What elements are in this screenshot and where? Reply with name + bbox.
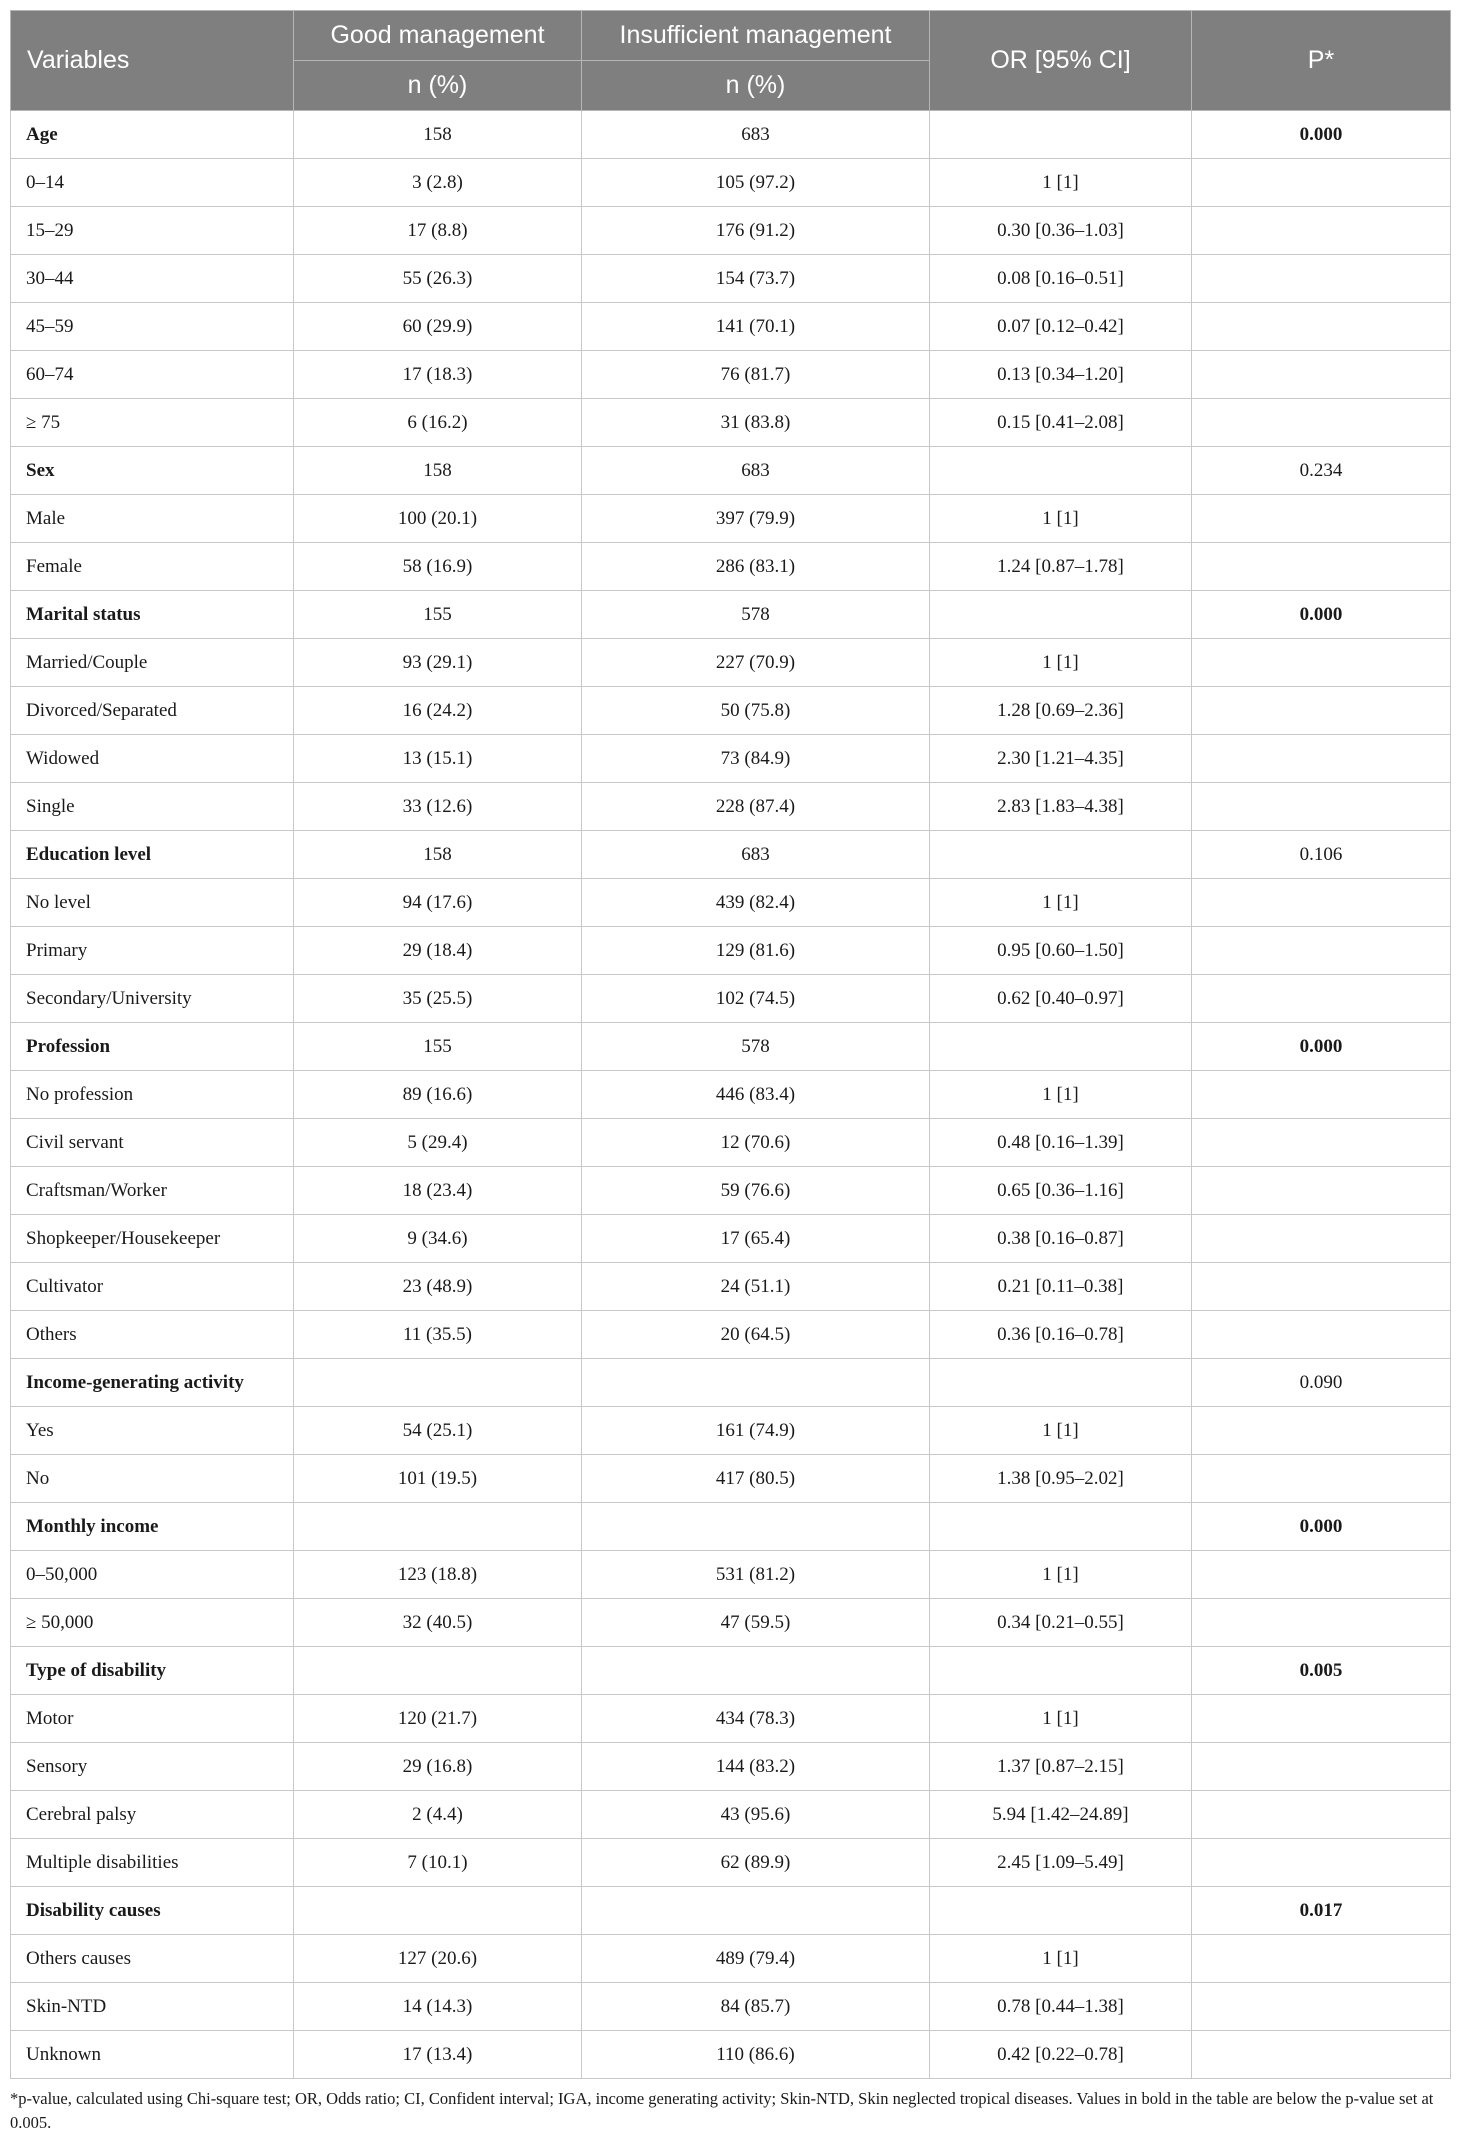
cell-odds-ratio: 0.15 [0.41–2.08] (930, 399, 1192, 447)
cell-insufficient-management: 228 (87.4) (582, 783, 930, 831)
cell-odds-ratio (930, 1023, 1192, 1071)
cell-good-management: 155 (294, 1023, 582, 1071)
table-row (11, 879, 1451, 927)
table-group-row (11, 1503, 1451, 1551)
cell-odds-ratio: 1 [1] (930, 639, 1192, 687)
cell-odds-ratio: 1.38 [0.95–2.02] (930, 1455, 1192, 1503)
cell-good-management: 127 (20.6) (294, 1935, 582, 1983)
cell-good-management (294, 1359, 582, 1407)
table-row (11, 303, 1451, 351)
table-group-row (11, 591, 1451, 639)
row-label: Sex (11, 447, 294, 495)
table-row (11, 1695, 1451, 1743)
cell-insufficient-management: 31 (83.8) (582, 399, 930, 447)
cell-good-management: 29 (16.8) (294, 1743, 582, 1791)
cell-insufficient-management: 227 (70.9) (582, 639, 930, 687)
cell-odds-ratio: 0.65 [0.36–1.16] (930, 1167, 1192, 1215)
row-label: Single (11, 783, 294, 831)
table-row (11, 1119, 1451, 1167)
table-row (11, 783, 1451, 831)
row-label: Male (11, 495, 294, 543)
cell-insufficient-management: 20 (64.5) (582, 1311, 930, 1359)
cell-p-value: 0.000 (1192, 591, 1451, 639)
cell-good-management: 16 (24.2) (294, 687, 582, 735)
table-row (11, 399, 1451, 447)
row-label: 15–29 (11, 207, 294, 255)
cell-good-management: 29 (18.4) (294, 927, 582, 975)
cell-insufficient-management: 24 (51.1) (582, 1263, 930, 1311)
cell-odds-ratio (930, 1887, 1192, 1935)
table-row (11, 1167, 1451, 1215)
cell-p-value: 0.000 (1192, 1503, 1451, 1551)
table-row (11, 1983, 1451, 2031)
cell-insufficient-management: 12 (70.6) (582, 1119, 930, 1167)
row-label: Monthly income (11, 1503, 294, 1551)
row-label: 0–14 (11, 159, 294, 207)
row-label: No level (11, 879, 294, 927)
table-row (11, 159, 1451, 207)
cell-odds-ratio: 0.38 [0.16–0.87] (930, 1215, 1192, 1263)
cell-odds-ratio: 1.24 [0.87–1.78] (930, 543, 1192, 591)
cell-p-value (1192, 303, 1451, 351)
cell-odds-ratio: 0.30 [0.36–1.03] (930, 207, 1192, 255)
cell-insufficient-management (582, 1647, 930, 1695)
row-label: Income-generating activity (11, 1359, 294, 1407)
cell-odds-ratio (930, 1359, 1192, 1407)
table-row (11, 735, 1451, 783)
cell-p-value (1192, 1071, 1451, 1119)
cell-good-management: 17 (13.4) (294, 2031, 582, 2079)
cell-odds-ratio: 0.42 [0.22–0.78] (930, 2031, 1192, 2079)
cell-good-management (294, 1647, 582, 1695)
cell-odds-ratio: 0.34 [0.21–0.55] (930, 1599, 1192, 1647)
row-label: Cerebral palsy (11, 1791, 294, 1839)
table-row (11, 1455, 1451, 1503)
table-row (11, 1791, 1451, 1839)
cell-insufficient-management: 683 (582, 831, 930, 879)
cell-good-management: 32 (40.5) (294, 1599, 582, 1647)
cell-p-value (1192, 1167, 1451, 1215)
cell-p-value: 0.000 (1192, 111, 1451, 159)
cell-good-management: 155 (294, 591, 582, 639)
cell-odds-ratio: 1 [1] (930, 1935, 1192, 1983)
cell-insufficient-management: 578 (582, 591, 930, 639)
cell-good-management: 13 (15.1) (294, 735, 582, 783)
cell-odds-ratio (930, 1647, 1192, 1695)
cell-odds-ratio: 1.37 [0.87–2.15] (930, 1743, 1192, 1791)
cell-good-management: 158 (294, 447, 582, 495)
table-row (11, 1263, 1451, 1311)
table-header (11, 11, 1451, 111)
cell-p-value: 0.000 (1192, 1023, 1451, 1071)
row-label: Primary (11, 927, 294, 975)
cell-p-value: 0.106 (1192, 831, 1451, 879)
cell-insufficient-management: 489 (79.4) (582, 1935, 930, 1983)
table-group-row (11, 447, 1451, 495)
cell-p-value (1192, 1215, 1451, 1263)
cell-good-management: 6 (16.2) (294, 399, 582, 447)
table-group-row (11, 1887, 1451, 1935)
row-label: No (11, 1455, 294, 1503)
row-label: Craftsman/Worker (11, 1167, 294, 1215)
table-row (11, 543, 1451, 591)
cell-odds-ratio: 0.13 [0.34–1.20] (930, 351, 1192, 399)
cell-insufficient-management: 683 (582, 111, 930, 159)
cell-p-value (1192, 2031, 1451, 2079)
row-label: Female (11, 543, 294, 591)
cell-insufficient-management: 434 (78.3) (582, 1695, 930, 1743)
cell-insufficient-management: 531 (81.2) (582, 1551, 930, 1599)
cell-odds-ratio: 0.36 [0.16–0.78] (930, 1311, 1192, 1359)
table-row (11, 207, 1451, 255)
row-label: Cultivator (11, 1263, 294, 1311)
cell-p-value (1192, 1599, 1451, 1647)
row-label: 0–50,000 (11, 1551, 294, 1599)
cell-odds-ratio: 2.30 [1.21–4.35] (930, 735, 1192, 783)
table-row (11, 2031, 1451, 2079)
cell-insufficient-management: 62 (89.9) (582, 1839, 930, 1887)
cell-p-value (1192, 1695, 1451, 1743)
table-group-row (11, 1647, 1451, 1695)
cell-good-management: 18 (23.4) (294, 1167, 582, 1215)
table-row (11, 639, 1451, 687)
cell-insufficient-management: 105 (97.2) (582, 159, 930, 207)
cell-p-value (1192, 207, 1451, 255)
cell-good-management (294, 1503, 582, 1551)
cell-p-value (1192, 543, 1451, 591)
cell-insufficient-management: 129 (81.6) (582, 927, 930, 975)
cell-p-value (1192, 1263, 1451, 1311)
cell-odds-ratio (930, 591, 1192, 639)
table-group-row (11, 831, 1451, 879)
row-label: Unknown (11, 2031, 294, 2079)
cell-odds-ratio (930, 1503, 1192, 1551)
row-label: 60–74 (11, 351, 294, 399)
cell-p-value (1192, 1935, 1451, 1983)
cell-good-management: 89 (16.6) (294, 1071, 582, 1119)
cell-insufficient-management: 439 (82.4) (582, 879, 930, 927)
row-label: ≥ 50,000 (11, 1599, 294, 1647)
cell-odds-ratio: 2.83 [1.83–4.38] (930, 783, 1192, 831)
cell-good-management: 101 (19.5) (294, 1455, 582, 1503)
cell-p-value (1192, 495, 1451, 543)
cell-p-value: 0.017 (1192, 1887, 1451, 1935)
cell-insufficient-management: 17 (65.4) (582, 1215, 930, 1263)
table-row (11, 927, 1451, 975)
cell-p-value: 0.090 (1192, 1359, 1451, 1407)
row-label: Shopkeeper/Housekeeper (11, 1215, 294, 1263)
cell-p-value (1192, 975, 1451, 1023)
header-odds-ratio: OR [95% CI] (930, 11, 1192, 111)
cell-odds-ratio: 0.08 [0.16–0.51] (930, 255, 1192, 303)
cell-good-management: 100 (20.1) (294, 495, 582, 543)
header-insufficient-management: Insufficient management (582, 11, 930, 61)
row-label: 45–59 (11, 303, 294, 351)
table-row (11, 255, 1451, 303)
row-label: Widowed (11, 735, 294, 783)
cell-p-value (1192, 351, 1451, 399)
cell-odds-ratio: 1 [1] (930, 1071, 1192, 1119)
row-label: Sensory (11, 1743, 294, 1791)
cell-insufficient-management: 446 (83.4) (582, 1071, 930, 1119)
cell-odds-ratio (930, 831, 1192, 879)
row-label: Others causes (11, 1935, 294, 1983)
table-row (11, 1071, 1451, 1119)
cell-p-value (1192, 783, 1451, 831)
cell-odds-ratio: 1 [1] (930, 495, 1192, 543)
cell-insufficient-management: 47 (59.5) (582, 1599, 930, 1647)
table-row (11, 495, 1451, 543)
cell-insufficient-management (582, 1503, 930, 1551)
row-label: Age (11, 111, 294, 159)
table-row (11, 1551, 1451, 1599)
table-row (11, 975, 1451, 1023)
cell-insufficient-management: 76 (81.7) (582, 351, 930, 399)
cell-insufficient-management: 110 (86.6) (582, 2031, 930, 2079)
cell-good-management: 55 (26.3) (294, 255, 582, 303)
cell-insufficient-management: 417 (80.5) (582, 1455, 930, 1503)
row-label: Secondary/University (11, 975, 294, 1023)
cell-p-value: 0.234 (1192, 447, 1451, 495)
row-label: Divorced/Separated (11, 687, 294, 735)
cell-good-management: 2 (4.4) (294, 1791, 582, 1839)
row-label: Yes (11, 1407, 294, 1455)
cell-p-value (1192, 687, 1451, 735)
row-label: 30–44 (11, 255, 294, 303)
row-label: Skin-NTD (11, 1983, 294, 2031)
cell-good-management (294, 1887, 582, 1935)
table-row (11, 1839, 1451, 1887)
cell-good-management: 60 (29.9) (294, 303, 582, 351)
row-label: Civil servant (11, 1119, 294, 1167)
cell-insufficient-management: 144 (83.2) (582, 1743, 930, 1791)
cell-p-value (1192, 735, 1451, 783)
cell-good-management: 17 (18.3) (294, 351, 582, 399)
cell-insufficient-management: 141 (70.1) (582, 303, 930, 351)
table-group-row (11, 1359, 1451, 1407)
table-row (11, 351, 1451, 399)
cell-insufficient-management: 73 (84.9) (582, 735, 930, 783)
cell-odds-ratio: 0.78 [0.44–1.38] (930, 1983, 1192, 2031)
cell-p-value: 0.005 (1192, 1647, 1451, 1695)
cell-insufficient-management: 286 (83.1) (582, 543, 930, 591)
table-row (11, 1743, 1451, 1791)
row-label: Profession (11, 1023, 294, 1071)
row-label: Disability causes (11, 1887, 294, 1935)
cell-odds-ratio: 0.21 [0.11–0.38] (930, 1263, 1192, 1311)
cell-odds-ratio: 1 [1] (930, 1551, 1192, 1599)
table-group-row (11, 111, 1451, 159)
cell-odds-ratio (930, 111, 1192, 159)
header-insufficient-n-percent: n (%) (582, 61, 930, 111)
cell-insufficient-management (582, 1359, 930, 1407)
header-good-management: Good management (294, 11, 582, 61)
cell-odds-ratio: 1 [1] (930, 1695, 1192, 1743)
table-footnote: *p-value, calculated using Chi-square test; OR, Odds ratio; CI, Confident interval; IGA, income generating activity; Skin-NTD, Skin neglected tropical diseases. Values in bold in the table are below the p-value set at 0.005. (10, 2089, 1434, 2132)
cell-insufficient-management: 683 (582, 447, 930, 495)
cell-insufficient-management: 154 (73.7) (582, 255, 930, 303)
cell-p-value (1192, 639, 1451, 687)
cell-odds-ratio: 1 [1] (930, 159, 1192, 207)
header-p-value: P* (1192, 11, 1451, 111)
cell-good-management: 3 (2.8) (294, 159, 582, 207)
cell-p-value (1192, 1311, 1451, 1359)
cell-good-management: 5 (29.4) (294, 1119, 582, 1167)
cell-good-management: 23 (48.9) (294, 1263, 582, 1311)
table-group-row (11, 1023, 1451, 1071)
cell-good-management: 94 (17.6) (294, 879, 582, 927)
cell-p-value (1192, 1983, 1451, 2031)
row-label: Education level (11, 831, 294, 879)
row-label: ≥ 75 (11, 399, 294, 447)
cell-p-value (1192, 1743, 1451, 1791)
cell-odds-ratio: 2.45 [1.09–5.49] (930, 1839, 1192, 1887)
row-label: Motor (11, 1695, 294, 1743)
cell-good-management: 17 (8.8) (294, 207, 582, 255)
cell-p-value (1192, 255, 1451, 303)
cell-good-management: 158 (294, 831, 582, 879)
cell-insufficient-management: 59 (76.6) (582, 1167, 930, 1215)
cell-good-management: 58 (16.9) (294, 543, 582, 591)
cell-p-value (1192, 399, 1451, 447)
cell-insufficient-management: 50 (75.8) (582, 687, 930, 735)
table-body (11, 111, 1451, 2079)
cell-good-management: 54 (25.1) (294, 1407, 582, 1455)
cell-good-management: 93 (29.1) (294, 639, 582, 687)
cell-good-management: 9 (34.6) (294, 1215, 582, 1263)
cell-p-value (1192, 1551, 1451, 1599)
cell-odds-ratio: 0.95 [0.60–1.50] (930, 927, 1192, 975)
cell-good-management: 123 (18.8) (294, 1551, 582, 1599)
cell-p-value (1192, 159, 1451, 207)
cell-insufficient-management: 161 (74.9) (582, 1407, 930, 1455)
row-label: No profession (11, 1071, 294, 1119)
cell-p-value (1192, 1791, 1451, 1839)
row-label: Type of disability (11, 1647, 294, 1695)
row-label: Marital status (11, 591, 294, 639)
table-row (11, 1935, 1451, 1983)
cell-p-value (1192, 927, 1451, 975)
cell-odds-ratio: 0.07 [0.12–0.42] (930, 303, 1192, 351)
cell-good-management: 158 (294, 111, 582, 159)
cell-p-value (1192, 1839, 1451, 1887)
cell-insufficient-management: 176 (91.2) (582, 207, 930, 255)
cell-insufficient-management: 397 (79.9) (582, 495, 930, 543)
table-row (11, 1599, 1451, 1647)
cell-good-management: 14 (14.3) (294, 1983, 582, 2031)
cell-good-management: 11 (35.5) (294, 1311, 582, 1359)
table-row (11, 1311, 1451, 1359)
row-label: Married/Couple (11, 639, 294, 687)
cell-p-value (1192, 879, 1451, 927)
header-good-n-percent: n (%) (294, 61, 582, 111)
cell-p-value (1192, 1407, 1451, 1455)
cell-odds-ratio: 1 [1] (930, 879, 1192, 927)
cell-good-management: 7 (10.1) (294, 1839, 582, 1887)
results-table (10, 10, 1451, 2079)
cell-good-management: 33 (12.6) (294, 783, 582, 831)
cell-odds-ratio: 0.48 [0.16–1.39] (930, 1119, 1192, 1167)
cell-good-management: 35 (25.5) (294, 975, 582, 1023)
table-row (11, 1407, 1451, 1455)
row-label: Others (11, 1311, 294, 1359)
cell-odds-ratio: 5.94 [1.42–24.89] (930, 1791, 1192, 1839)
cell-good-management: 120 (21.7) (294, 1695, 582, 1743)
cell-insufficient-management: 84 (85.7) (582, 1983, 930, 2031)
row-label: Multiple disabilities (11, 1839, 294, 1887)
cell-insufficient-management: 578 (582, 1023, 930, 1071)
cell-p-value (1192, 1119, 1451, 1167)
table-row (11, 1215, 1451, 1263)
cell-odds-ratio: 0.62 [0.40–0.97] (930, 975, 1192, 1023)
cell-insufficient-management: 102 (74.5) (582, 975, 930, 1023)
cell-insufficient-management (582, 1887, 930, 1935)
cell-odds-ratio: 1.28 [0.69–2.36] (930, 687, 1192, 735)
cell-p-value (1192, 1455, 1451, 1503)
cell-insufficient-management: 43 (95.6) (582, 1791, 930, 1839)
table-row (11, 687, 1451, 735)
cell-odds-ratio: 1 [1] (930, 1407, 1192, 1455)
cell-odds-ratio (930, 447, 1192, 495)
header-variables: Variables (11, 11, 294, 111)
